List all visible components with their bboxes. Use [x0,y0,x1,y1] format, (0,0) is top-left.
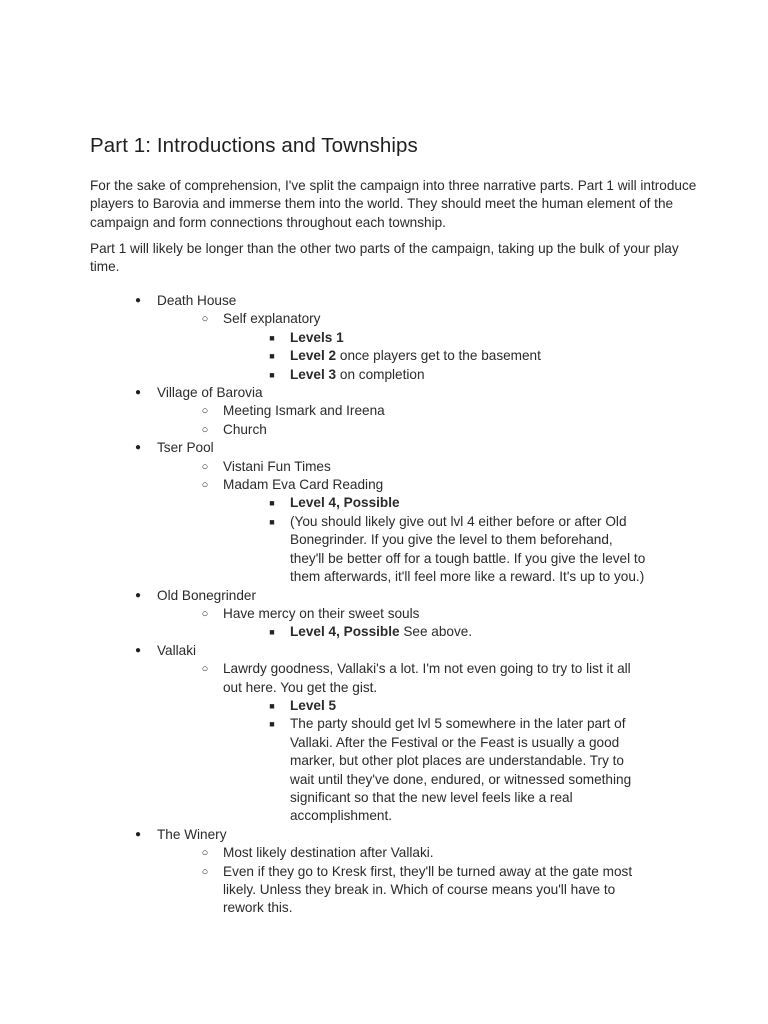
outline-item-text [290,624,472,639]
outline-item-text [290,330,344,345]
bold-level-label: Levels 1 [290,329,344,345]
bold-level-label: Level 4, Possible [290,495,400,511]
outline-item-text [223,661,631,694]
square-bullet-icon: ■ [269,700,275,711]
outline-item-text [223,311,320,326]
outline-item-text [290,514,645,584]
outline-item-level-2 [201,310,653,328]
item-text: (You should likely give out lvl 4 either before or after Old Bonegrinder. If you give the level to them beforehand, they'll be better off for a tough battle. If you give the level to them afterwards, it'll feel more like a reward. It's up to you.) [290,513,646,585]
intro-paragraph: For the sake of comprehension, I've split the campaign into three narrative parts. Part 1 will introduce players to Barovia and immerse them into the world. They should meet the human element of the campaign and form connections throughout each township. [90,178,697,230]
square-bullet-icon: ■ [269,516,275,527]
outline-item-level-3 [269,623,650,641]
item-text: once players get to the basement [336,348,541,364]
item-text: Vistani Fun Times [223,458,331,474]
item-text: Meeting Ismark and Ireena [223,403,385,419]
item-text: The party should get lvl 5 somewhere in the later part of Vallaki. After the Festival or the Feast is usually a good marker, but other plot places are understandable. Try to wait until they've done, endured, or witnessed something significant so that the new level feels like a real accomplishment. [290,716,632,824]
item-text: The Winery [157,826,227,842]
outline-item-text [290,367,425,382]
circle-bullet-icon: ○ [201,847,209,860]
outline-item-level-3 [269,513,650,587]
outline-item-text [223,422,267,437]
outline-item-text [290,716,631,823]
outline-item-text [157,588,256,603]
outline-item-text [290,495,400,510]
outline-item-text [157,643,196,658]
item-text: Church [223,421,267,437]
outline-item-level-3 [269,715,650,825]
outline-item-level-2 [201,844,653,862]
bold-level-label: Level 5 [290,697,337,713]
outline-item-text [157,385,263,400]
outline-item-level-2 [201,863,653,918]
item-text: Have mercy on their sweet souls [223,605,420,621]
outline-item-text [223,459,331,474]
disc-bullet-icon: ● [134,644,142,656]
disc-bullet-icon: ● [134,295,142,306]
circle-bullet-icon: ○ [201,479,209,492]
square-bullet-icon: ■ [269,369,275,380]
item-text: on completion [336,366,425,382]
disc-bullet-icon: ● [134,442,142,454]
item-text: Even if they go to Kresk first, they'll be turned away at the gate most likely. Unless they break in. Which of course means you'll have to rework this. [223,863,633,916]
outline-item-text [223,403,385,418]
circle-bullet-icon: ○ [201,460,209,473]
item-text: Madam Eva Card Reading [223,477,384,493]
disc-bullet-icon: ● [134,828,142,840]
item-text: See above. [399,624,473,640]
bold-level-label: Level 4, Possible [290,624,400,640]
disc-bullet-icon: ● [134,589,142,601]
outline-item-text [157,293,236,308]
item-text: Most likely destination after Vallaki. [223,845,434,861]
circle-bullet-icon: ○ [201,607,209,620]
campaign-outline-list [0,292,768,918]
disc-bullet-icon: ● [134,387,142,399]
length-paragraph: Part 1 will likely be longer than the other two parts of the campaign, taking up the bulk of your play time. [90,241,679,275]
outline-item-level-1 [134,384,768,402]
outline-item-level-3 [269,697,650,715]
outline-item-text [223,606,419,621]
outline-item-text [290,698,336,713]
item-text: Lawrdy goodness, Vallaki's a lot. I'm not even going to try to list it all out here. You get the gist. [223,661,631,695]
square-bullet-icon: ■ [269,719,275,730]
outline-item-text [157,440,214,455]
circle-bullet-icon: ○ [201,405,209,418]
square-bullet-icon: ■ [269,627,275,638]
outline-item-level-2 [201,421,653,439]
outline-item-level-2 [201,458,653,476]
circle-bullet-icon: ○ [201,313,209,326]
section-heading: Part 1: Introductions and Townships [90,134,418,157]
bold-level-label: Level 3 [290,366,337,382]
outline-item-level-1 [134,642,768,660]
item-text: Self explanatory [223,311,321,327]
outline-item-level-2 [201,605,653,623]
circle-bullet-icon: ○ [201,663,209,676]
outline-item-level-3 [269,329,650,347]
outline-item-level-3 [269,366,650,384]
outline-item-level-1 [134,292,768,310]
outline-item-text [157,827,227,842]
circle-bullet-icon: ○ [201,423,209,436]
square-bullet-icon: ■ [269,332,275,343]
outline-item-text [290,348,541,363]
square-bullet-icon: ■ [269,498,275,509]
outline-item-text [223,864,632,916]
outline-item-level-1 [134,587,768,605]
outline-item-level-2 [201,476,653,494]
item-text: Village of Barovia [157,385,263,401]
item-text: Tser Pool [157,440,214,456]
outline-item-text [223,845,434,860]
bold-level-label: Level 2 [290,348,337,364]
outline-item-level-2 [201,402,653,420]
outline-item-level-1 [134,826,768,844]
outline-item-level-3 [269,494,650,512]
circle-bullet-icon: ○ [201,865,209,878]
outline-item-text [223,477,383,492]
item-text: Death House [157,293,237,308]
square-bullet-icon: ■ [269,351,275,362]
outline-item-level-2 [201,660,653,697]
outline-item-level-3 [269,347,650,365]
outline-item-level-1 [134,439,768,457]
item-text: Vallaki [157,642,197,658]
item-text: Old Bonegrinder [157,587,256,603]
